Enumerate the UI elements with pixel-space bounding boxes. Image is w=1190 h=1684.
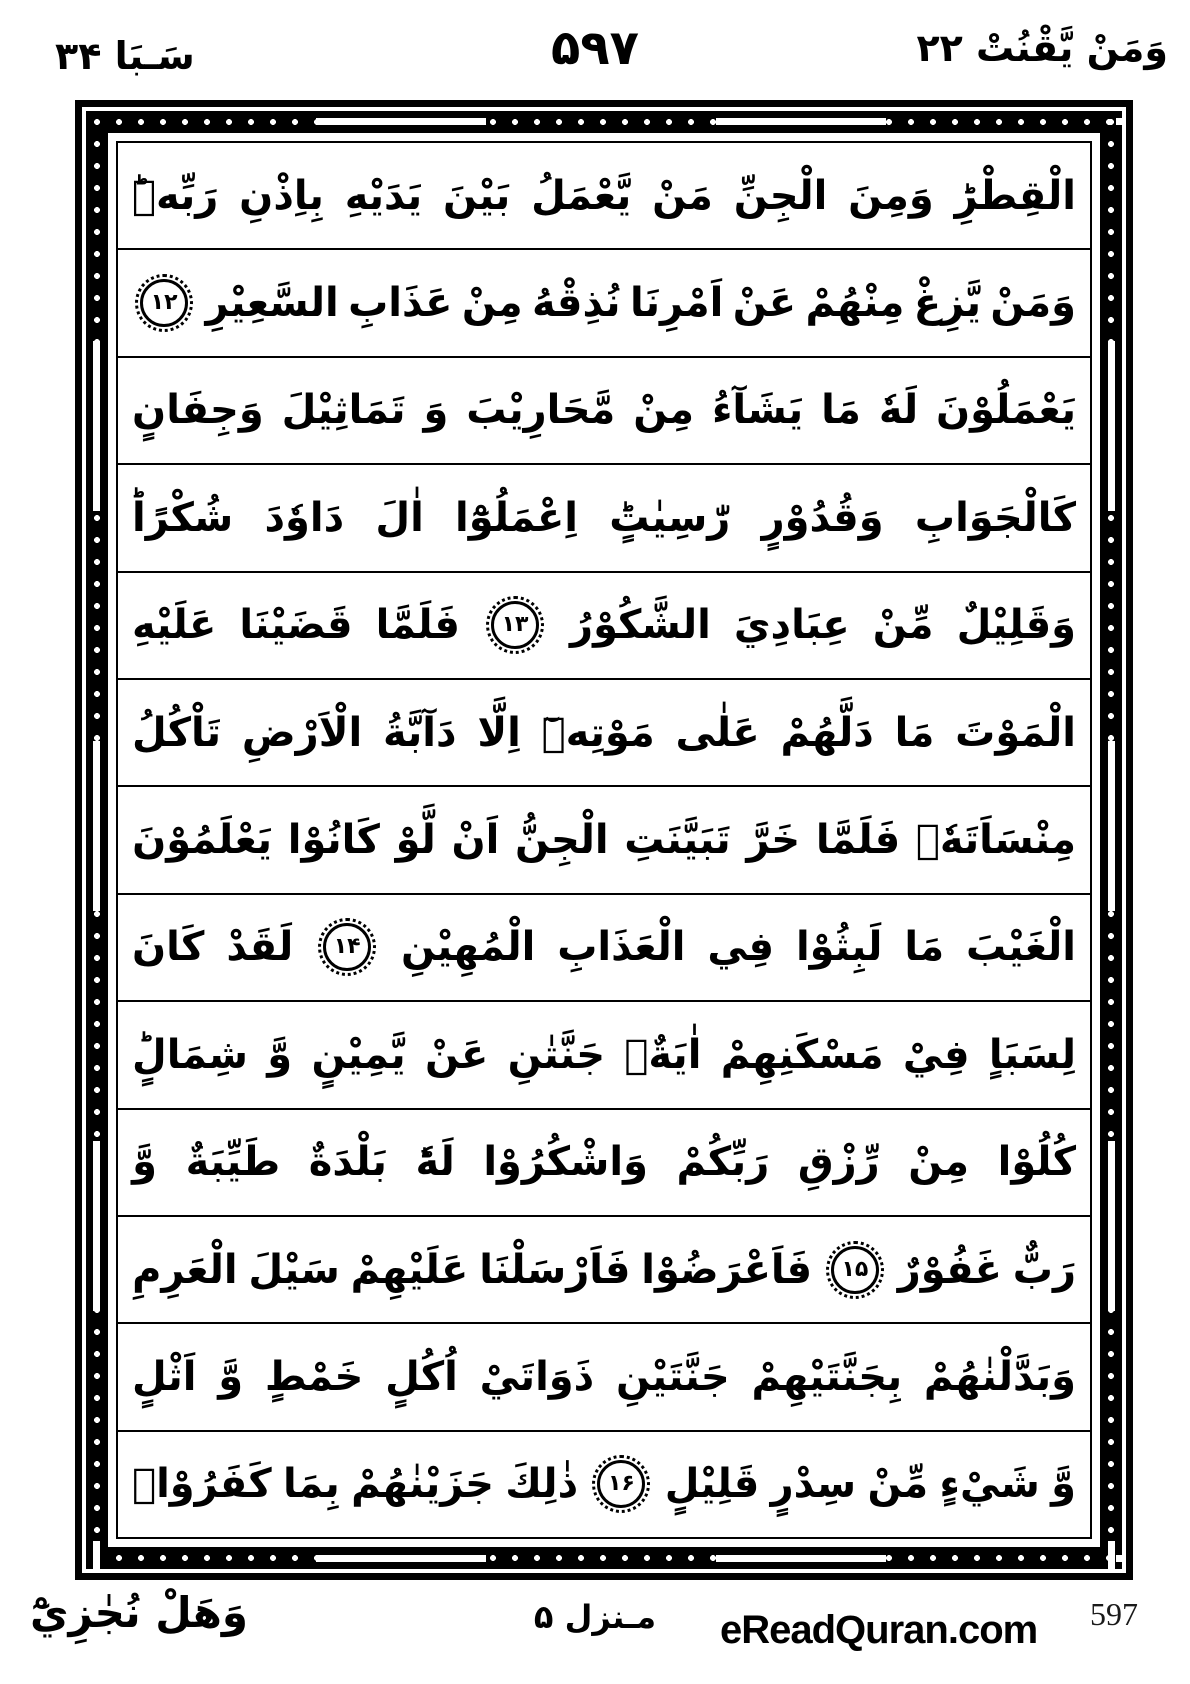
quran-word: تَمَاثِيْلَ (281, 387, 406, 434)
quran-word: لَّوْ (395, 817, 436, 864)
manzil-label: مـنزل ۵ (533, 1598, 657, 1636)
verse-number: ۱۳ (501, 612, 529, 638)
quran-word: كُلُوْا (997, 1139, 1076, 1186)
verse-marker (597, 1460, 645, 1508)
quran-word: يَشَآءُ (711, 387, 804, 434)
quran-word: لَبِثُوْا (795, 924, 883, 971)
quran-line (118, 358, 1090, 465)
quran-word: جَنَّتَيْنِ (615, 1353, 730, 1400)
quran-line (118, 573, 1090, 680)
surah-label: سَـبَا ۳۴ (55, 34, 195, 78)
quran-word: اٰلَ (375, 494, 424, 541)
quran-word: اِلَّا (477, 709, 521, 756)
quran-word: بِجَنَّتَيْهِمْ (751, 1353, 903, 1400)
quran-word: كَفَرُوْاۚ (132, 1461, 272, 1508)
juz-label: وَمَنْ يَّقْنُتْ ۲۲ (916, 26, 1168, 70)
quran-word: ذَوَاتَيْ (479, 1353, 595, 1400)
quran-word: طَيِّبَةٌ (185, 1139, 281, 1186)
quran-word: رَبٌّ (1012, 1246, 1076, 1293)
verse-marker (140, 279, 188, 327)
quran-word: رَبِّهٖؕ (132, 172, 219, 219)
quran-word: فَاَعْرَضُوْا (641, 1246, 813, 1293)
quran-word: اِعْمَلُوْٓا (455, 494, 579, 541)
quran-word: عَلَيْهِ (132, 602, 217, 649)
quran-word: دَلَّهُمْ (780, 709, 874, 756)
quran-word: رّٰسِيٰتٍؕ (609, 494, 731, 541)
quran-word: الْمَوْتَ (955, 709, 1076, 756)
page-number-top: ۵۹۷ (551, 20, 639, 76)
quran-word: مِنْهُمْ (805, 280, 905, 327)
quran-word: لَهٗؕ (415, 1139, 455, 1186)
quran-word: بِاِذْنِ (239, 172, 324, 219)
verse-number: ۱۲ (150, 290, 178, 316)
quran-word: وَقُدُوْرٍ (761, 494, 884, 541)
quran-word: وَمَنْ (990, 280, 1076, 327)
quran-word: مَا (821, 387, 861, 434)
quran-word: شُكْرًاؕ (132, 494, 234, 541)
quran-word: مِّنْ (867, 1461, 929, 1508)
quran-word: مَا (904, 924, 945, 971)
verse-marker (831, 1246, 879, 1294)
quran-word: اَنْ (451, 817, 500, 864)
quran-word: يَّمِيْنٍ (311, 1031, 406, 1078)
quran-word: مَوْتِهٖٓ (541, 709, 655, 756)
quran-word: رَبِّكُمْ (676, 1139, 770, 1186)
quran-word: فِي (707, 924, 775, 971)
quran-word: وَقَلِيْلٌ (956, 602, 1076, 649)
quran-word: بَلْدَةٌ (308, 1139, 387, 1186)
quran-word: جَزَيْنٰهُمْ (351, 1461, 494, 1508)
catchword: وَهَلْ نُجٰزِيْٓ (30, 1588, 248, 1637)
quran-word: مَا (894, 709, 935, 756)
quran-word: دَاوٗدَ (264, 494, 345, 541)
quran-line (118, 1217, 1090, 1324)
verse-number: ۱۴ (333, 934, 361, 960)
quran-word: تَاْكُلُ (132, 709, 222, 756)
quran-word: الْعَذَابِ (557, 924, 686, 971)
frame-inner-margin (108, 133, 1100, 1547)
quran-word: فَلَمَّا (375, 602, 460, 649)
quran-word: يَعْمَلُوْنَ (936, 387, 1076, 434)
quran-word: وَاشْكُرُوْا (483, 1139, 648, 1186)
quran-word: مِنْسَاَتَهٗۚ (915, 817, 1076, 864)
quran-word: الْغَيْبَ (966, 924, 1076, 971)
quran-word: كَانُوْا (287, 817, 380, 864)
quran-word: سَيْلَ (248, 1246, 340, 1293)
quran-word: تَبَيَّنَتِ (624, 817, 731, 864)
quran-word: عَنْ (424, 1031, 489, 1078)
verse-marker (491, 601, 539, 649)
quran-word: عَلٰى (675, 709, 760, 756)
quran-word: دَآبَّةُ (383, 709, 457, 756)
quran-word: اَثْلٍ (132, 1353, 197, 1400)
quran-word: لَقَدْ (226, 924, 294, 971)
quran-word: جَنَّتٰنِ (507, 1031, 606, 1078)
quran-word: سِدْرٍ (770, 1461, 857, 1508)
quran-word: يَّزِغْ (913, 280, 981, 327)
quran-word: وَّ (1051, 1461, 1076, 1508)
quran-word: مِنْ (461, 280, 523, 327)
verse-number: ۱۶ (608, 1471, 635, 1497)
page-number-bottom: 597 (1090, 1596, 1138, 1632)
quran-word: مَنْ (652, 172, 713, 219)
quran-line (118, 1324, 1090, 1431)
quran-word: مَسْكَنِهِمْ (720, 1031, 884, 1078)
quran-word: مِنْ (908, 1139, 970, 1186)
quran-word: لِسَبَاٍ (988, 1031, 1076, 1078)
quran-word: عِبَادِيَ (733, 602, 850, 649)
quran-line (118, 1002, 1090, 1109)
quran-word: فَلَمَّا (815, 817, 901, 864)
quran-text-area (116, 141, 1092, 1539)
quran-word: وَجِفَانٍ (132, 387, 264, 434)
quran-word: الْاَرْضِ (241, 709, 363, 756)
quran-word: وَبَدَّلْنٰهُمْ (923, 1353, 1076, 1400)
quran-line (118, 465, 1090, 572)
quran-word: مِنْ (633, 387, 694, 434)
quran-word: يَّعْمَلُ (531, 172, 632, 219)
quran-word: رِّزْقِ (797, 1139, 880, 1186)
quran-word: ذٰلِكَ (505, 1461, 579, 1508)
quran-word: وَّ (218, 1353, 244, 1400)
quran-word: اٰيَةٌۚ (624, 1031, 702, 1078)
quran-word: خَمْطٍ (264, 1353, 364, 1400)
quran-word: نُذِقْهُ (532, 280, 621, 327)
quran-word: وَّ (267, 1031, 293, 1078)
quran-word: مَّحَارِيْبَ (466, 387, 616, 434)
quran-word: بِمَا (282, 1461, 340, 1508)
quran-word: خَرَّ (746, 817, 801, 864)
quran-line (118, 143, 1090, 250)
quran-word: الْجِنِّ (733, 172, 828, 219)
quran-line (118, 1432, 1090, 1537)
quran-word: الْقِطْرِؕ (954, 172, 1076, 219)
ornamental-border (86, 111, 1122, 1569)
quran-word: يَدَيْهِ (344, 172, 423, 219)
quran-word: قَضَيْنَا (239, 602, 353, 649)
quran-word: الْعَرِمِ (132, 1246, 238, 1293)
quran-word: وَ (423, 387, 449, 434)
quran-word: يَعْلَمُوْنَ (132, 817, 273, 864)
quran-line (118, 1110, 1090, 1217)
quran-word: شَيْءٍ (939, 1461, 1040, 1508)
quran-word: عَلَيْهِمْ (350, 1246, 469, 1293)
quran-word: شِمَالٍؕ (132, 1031, 248, 1078)
quran-word: كَانَ (132, 924, 205, 971)
quran-line (118, 250, 1090, 357)
quran-word: الْمُهِيْنِ (401, 924, 536, 971)
quran-word: فِيْ (902, 1031, 970, 1078)
quran-word: لَهٗ (878, 387, 919, 434)
quran-word: الشَّكُوْرُ (570, 602, 711, 649)
quran-line (118, 787, 1090, 894)
quran-word: وَّ (132, 1139, 157, 1186)
quran-word: اُكُلٍ (385, 1353, 458, 1400)
quran-word: عَذَابِ (348, 280, 453, 327)
quran-word: بَيْنَ (442, 172, 511, 219)
quran-word: كَالْجَوَابِ (914, 494, 1076, 541)
quran-word: غَفُوْرٌ (897, 1246, 1002, 1293)
quran-word: فَاَرْسَلْنَا (479, 1246, 631, 1293)
quran-line (118, 680, 1090, 787)
verse-number: ۱۵ (841, 1256, 869, 1282)
brand-watermark: eReadQuran.com (720, 1608, 1038, 1652)
quran-word: الْجِنُّ (515, 817, 609, 864)
quran-word: عَنْ (732, 280, 797, 327)
verse-marker (323, 923, 371, 971)
quran-word: قَلِيْلٍ (664, 1461, 760, 1508)
quran-word: اَمْرِنَا (629, 280, 724, 327)
quran-word: مِّنْ (872, 602, 934, 649)
quran-word: السَّعِيْرِ (205, 280, 339, 327)
quran-word: وَمِنَ (848, 172, 934, 219)
quran-line (118, 895, 1090, 1002)
decorative-frame (75, 100, 1133, 1580)
